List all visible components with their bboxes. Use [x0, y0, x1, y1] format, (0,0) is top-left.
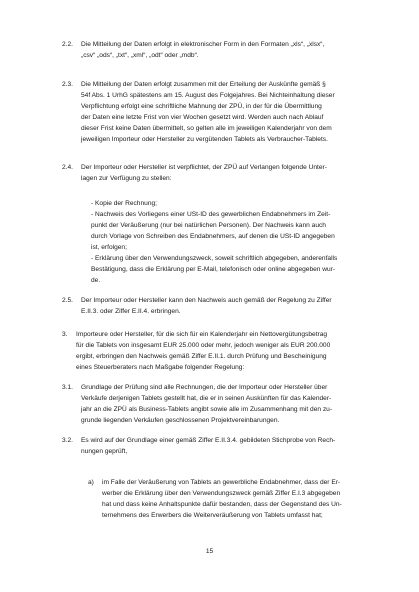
paragraph-number: 3. [62, 331, 68, 338]
text-line: „csv“ „ods“, „txt“, „xml“, „odt“ oder „mdb“. [81, 52, 199, 59]
list-item: ist, erfolgen; [91, 244, 127, 251]
text-line: ergibt, erbringen den Nachweis gemäß Ziffer E.II.1. durch Prüfung und Bescheinigung [76, 353, 327, 360]
text-line: im Falle der Veräußerung von Tablets an gewerbliche Endabnehmer, dass der Er- [102, 479, 341, 486]
list-item: Bestätigung, dass die Erklärung per E-Mail, telefonisch oder online abgegeben wur- [91, 266, 336, 273]
text-line: Grundlage der Prüfung sind alle Rechnungen, die der Importeur oder Hersteller über [81, 384, 328, 391]
text-line: jahr an die ZPÜ als Business-Tablets angibt sowie alle im Zusammenhang mit den zu- [81, 406, 333, 413]
list-item: de. [91, 277, 101, 284]
text-line: E.II.3. oder Ziffer E.II.4. erbringen. [81, 308, 181, 315]
text-line: hat und dass keine Anhaltspunkte dafür bestanden, dass der Gegenstand des Un- [102, 501, 342, 508]
list-item: - Nachweis des Vorliegens einer USt-ID des gewerblichen Endabnehmers im Zeit- [91, 211, 331, 218]
paragraph-number: 2.4. [62, 164, 73, 171]
text-line: Die Mitteilung der Daten erfolgt in elektronischer Form in den Formaten „xls“, „xlsx“, [81, 41, 325, 48]
text-line: 54f Abs. 1 UrhG spätestens am 15. August des Folgejahres. Bei Nichteinhaltung dieser [81, 92, 335, 99]
list-item: - Kopie der Rechnung; [91, 200, 157, 207]
paragraph-number: 3.2. [62, 437, 73, 444]
text-line: Es wird auf der Grundlage einer gemäß Ziffer E.II.3.4. gebildeten Stichprobe von Rech- [81, 437, 336, 444]
text-line: Der Importeur oder Hersteller kann den Nachweis auch gemäß der Regelung zu Ziffer [81, 297, 332, 304]
text-line: nungen geprüft, [81, 448, 128, 455]
text-line: werber die Erklärung über den Verwendungszweck gemäß Ziffer E.I.3 abgegeben [102, 490, 341, 497]
paragraph-number: 3.1. [62, 384, 73, 391]
subparagraph-letter: a) [88, 479, 94, 486]
text-line: Verpflichtung erfolgt eine schriftliche Mahnung der ZPÜ, in der für die Übermittlung [81, 103, 322, 110]
text-line: Der Importeur oder Hersteller ist verpflichtet, der ZPÜ auf Verlangen folgende Unter- [81, 164, 327, 171]
text-line: für die Tablets von insgesamt EUR 25.000 oder mehr, jedoch weniger als EUR 200.000 [76, 342, 331, 349]
text-line: dieser Frist keine Daten übermittelt, so gelten alle im jeweiligen Kalenderjahr von dem [81, 125, 332, 132]
text-line: Die Mitteilung der Daten erfolgt zusammen mit der Erteilung der Auskünfte gemäß § [81, 81, 326, 88]
list-item: punkt der Veräußerung (nur bei natürlichen Personen). Der Nachweis kann auch [91, 222, 326, 229]
text-line: lagen zur Verfügung zu stellen: [81, 175, 172, 182]
paragraph-number: 2.2. [62, 41, 73, 48]
paragraph-number: 2.3. [62, 81, 73, 88]
text-line: der Daten eine letzte Frist von vier Wochen gesetzt wird. Werden auch nach Ablauf [81, 114, 324, 121]
paragraph-number: 2.5. [62, 297, 73, 304]
list-item: durch Vorlage von Schreiben des Endabnehmers, auf denen die USt-ID angegeben [91, 233, 335, 240]
text-line: ternehmens des Erwerbers die Weiterveräußerung von Tablets umfasst hat; [102, 512, 323, 519]
list-item: - Erklärung über den Verwendungszweck, soweit schriftlich abgegeben, anderenfalls [91, 255, 338, 262]
text-line: eines Steuerberaters nach Maßgabe folgender Regelung: [76, 364, 245, 371]
text-line: grunde liegenden Verkäufen geschlossenen Projektvereinbarungen. [81, 417, 280, 424]
page-number: 15 [205, 548, 214, 555]
text-line: jeweiligen Importeur oder Hersteller zu vergütenden Tablets als Verbraucher-Tablets. [81, 136, 328, 143]
text-line: Verkäufe derjenigen Tablets gestellt hat, die er in seinen Auskünften für das Kalender- [81, 395, 332, 402]
text-line: Importeure oder Hersteller, für die sich für ein Kalenderjahr ein Nettovergütungsbetrag [76, 331, 328, 338]
